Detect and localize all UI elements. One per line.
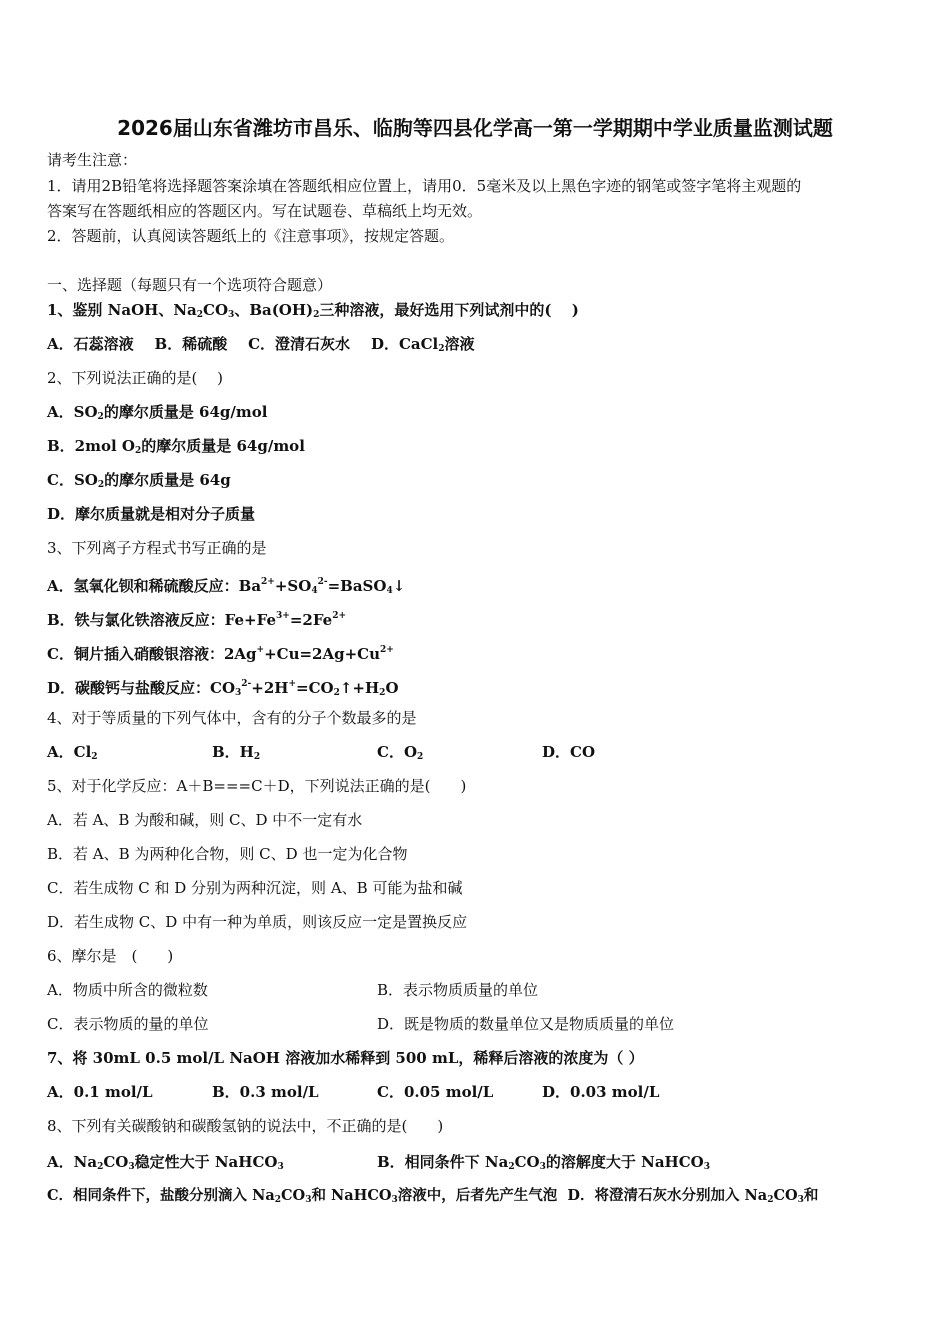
question-7-option-b: B．0.3 mol/L: [212, 1083, 319, 1101]
question-1-stem: 1、鉴别 NaOH、$Na_2CO_3$、$Ba(OH)_2$三种溶液，最好选用下列试剂中的( ): [47, 301, 579, 320]
question-6-option-a: A．物质中所含的微粒数: [47, 981, 208, 999]
question-3-option-a: A．氢氧化钡和稀硫酸反应：$Ba^{2+}+SO_4^{2-}=BaSO_4↓$: [47, 577, 406, 596]
question-3-option-c: C．铜片插入硝酸银溶液：$2Ag^++Cu=2Ag+Cu^{2+}$: [47, 645, 394, 663]
question-4-option-b: B．$H_2$: [212, 743, 261, 762]
option-a: A．石蕊溶液: [47, 335, 134, 353]
page-title: 2026届山东省潍坊市昌乐、临朐等四县化学高一第一学期期中学业质量监测试题: [117, 116, 833, 140]
option-b: B．稀硫酸: [154, 335, 228, 353]
question-4-option-a: A．$Cl_2$: [47, 743, 98, 762]
question-2-option-b: B．2mol $O_2$的摩尔质量是 64g/mol: [47, 437, 305, 456]
option-d: D．CaCl$_2$溶液: [370, 335, 475, 354]
question-6-stem: 6、摩尔是 ( ): [47, 947, 174, 965]
question-1-options: [47, 334, 475, 359]
question-2-stem: 2、下列说法正确的是( ): [47, 369, 224, 387]
question-2-option-d: D．摩尔质量就是相对分子质量: [47, 505, 256, 523]
question-2-option-c: C．$SO_2$的摩尔质量是 64g: [47, 471, 231, 490]
question-5-option-a: A．若 A、B 为酸和碱，则 C、D 中不一定有水: [47, 811, 363, 829]
question-6-option-b: B．表示物质质量的单位: [377, 981, 539, 999]
question-5-option-b: B．若 A、B 为两种化合物，则 C、D 也一定为化合物: [47, 845, 408, 863]
question-7-option-a: A．0.1 mol/L: [47, 1083, 153, 1101]
question-7-option-d: D．0.03 mol/L: [542, 1083, 660, 1101]
notice-line-2: 答案写在答题纸相应的答题区内。写在试题卷、草稿纸上均无效。: [47, 202, 483, 220]
question-2-option-a: A．$SO_2$的摩尔质量是 64g/mol: [47, 403, 268, 422]
question-8-option-d: D．将澄清石灰水分别加入 $Na_2CO_3$和: [567, 1187, 819, 1205]
question-6-option-c: C．表示物质的量的单位: [47, 1015, 209, 1033]
section-heading: 一、选择题（每题只有一个选项符合题意）: [47, 276, 333, 294]
question-8-option-a: A．$Na_2CO_3$稳定性大于 NaHCO$_3$: [47, 1153, 284, 1172]
question-5-option-c: C．若生成物 C 和 D 分别为两种沉淀，则 A、B 可能为盐和碱: [47, 879, 463, 897]
question-7-stem: 7、将 30mL 0.5 mol/L NaOH 溶液加水稀释到 500 mL，稀释后溶液的浓度为（ ）: [47, 1049, 644, 1067]
question-8-option-b: B．相同条件下 $Na_2CO_3$的溶解度大于 NaHCO$_3$: [377, 1153, 710, 1172]
question-7-option-c: C．0.05 mol/L: [377, 1083, 494, 1101]
question-4-option-d: D．CO: [542, 743, 596, 761]
question-8-option-c: C．相同条件下，盐酸分别滴入 $Na_2CO_3$和 NaHCO$_3$溶液中，后者先产生气泡 D．将澄清石灰水分别加入 $Na_2CO_3$和: [47, 1187, 819, 1205]
notice-line-1: 1．请用2B铅笔将选择题答案涂填在答题纸相应位置上，请用0．5毫米及以上黑色字迹的钢笔或签字笔将主观题的: [47, 177, 802, 195]
question-8-stem: 8、下列有关碳酸钠和碳酸氢钠的说法中，不正确的是( ): [47, 1117, 444, 1135]
question-5-stem: 5、对于化学反应：A＋B===C＋D，下列说法正确的是( ): [47, 777, 467, 795]
question-3-option-b: B．铁与氯化铁溶液反应：$Fe+Fe^{3+}=2Fe^{2+}$: [47, 611, 347, 629]
question-4-option-c: C．$O_2$: [377, 743, 424, 762]
notice-heading: 请考生注意：: [47, 151, 138, 169]
question-5-option-d: D．若生成物 C、D 中有一种为单质，则该反应一定是置换反应: [47, 913, 468, 931]
question-4-stem: 4、对于等质量的下列气体中，含有的分子个数最多的是: [47, 709, 417, 727]
question-3-option-d: D．碳酸钙与盐酸反应：$CO_3^{2-}+2H^+=CO_2↑+H_2O$: [47, 679, 399, 698]
question-3-stem: 3、下列离子方程式书写正确的是: [47, 539, 267, 557]
notice-line-3: 2．答题前，认真阅读答题纸上的《注意事项》，按规定答题。: [47, 227, 455, 245]
question-6-option-d: D．既是物质的数量单位又是物质质量的单位: [377, 1015, 675, 1033]
option-c: C．澄清石灰水: [248, 335, 351, 353]
